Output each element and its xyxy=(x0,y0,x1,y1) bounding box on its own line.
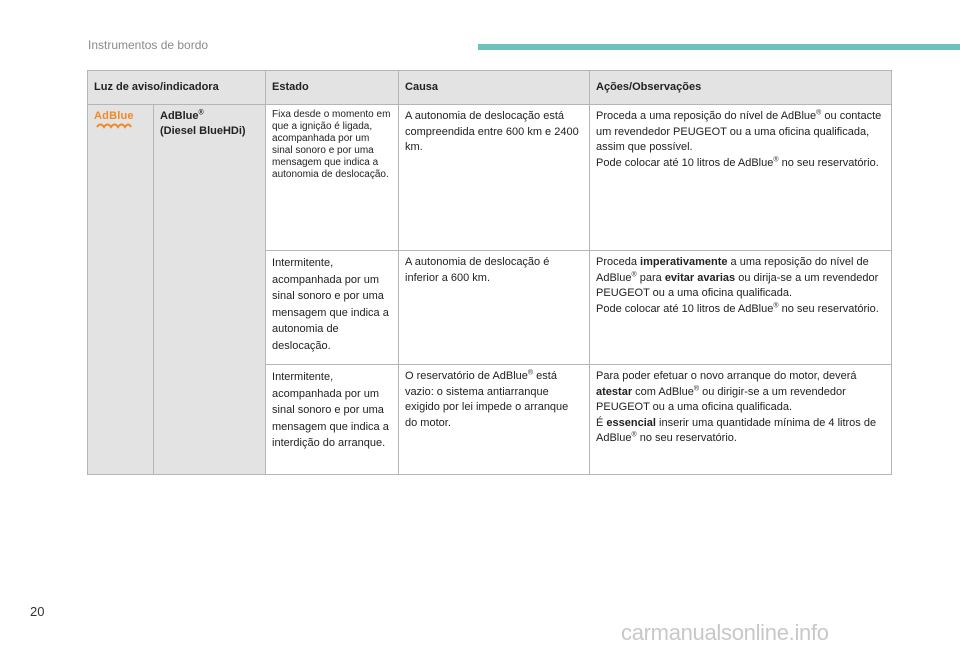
causa-cell: O reservatório de AdBlue® está vazio: o sistema antiarranque exigido por lei impede o arranque do motor. xyxy=(399,365,590,475)
column-header-acoes: Ações/Observações xyxy=(590,71,892,105)
estado-cell: Fixa desde o momento em que a ignição é ligada, acompanhada por um sinal sonoro e por uma mensagem que indica a autonomia de deslocação. xyxy=(266,105,399,251)
acoes-cell: Para poder efetuar o novo arranque do motor, deverá atestar com AdBlue® ou dirigir-se a um revendedor PEUGEOT ou a uma oficina qualificada. É essencial inserir uma quantidade mínima de 4 litros de AdBlue® no seu reservatório. xyxy=(590,365,892,475)
section-accent-bar xyxy=(478,44,960,50)
estado-cell: Intermitente, acompanhada por um sinal sonoro e por uma mensagem que indica a interdição do arranque. xyxy=(266,365,399,475)
adblue-logo-text: AdBlue xyxy=(94,110,134,122)
table-header-row xyxy=(88,71,892,105)
column-header-estado: Estado xyxy=(266,71,399,105)
causa-cell: A autonomia de deslocação está compreendida entre 600 km e 2400 km. xyxy=(399,105,590,251)
lamp-icon-cell xyxy=(88,105,154,475)
causa-cell: A autonomia de deslocação é inferior a 600 km. xyxy=(399,251,590,365)
acoes-cell: Proceda a uma reposição do nível de AdBlue® ou contacte um revendedor PEUGEOT ou a uma oficina qualificada, assim que possível. Pode colocar até 10 litros de AdBlue® no seu reservatório. xyxy=(590,105,892,251)
acoes-cell: Proceda imperativamente a uma reposição do nível de AdBlue® para evitar avarias ou dirija-se a um revendedor PEUGEOT ou a uma oficina qualificada. Pode colocar até 10 litros de AdBlue® no seu reservatório. xyxy=(590,251,892,365)
table-row xyxy=(88,105,892,251)
watermark: carmanualsonline.info xyxy=(621,620,829,645)
adblue-wave-icon xyxy=(96,122,132,129)
column-header-causa: Causa xyxy=(399,71,590,105)
estado-cell: Intermitente, acompanhada por um sinal sonoro e por uma mensagem que indica a autonomia de deslocação. xyxy=(266,251,399,365)
page-number: 20 xyxy=(30,604,45,619)
section-title: Instrumentos de bordo xyxy=(88,38,209,52)
warning-lights-table xyxy=(87,70,892,475)
column-header-lamp: Luz de aviso/indicadora xyxy=(88,71,266,105)
adblue-icon xyxy=(94,110,134,129)
lamp-name-cell xyxy=(154,105,266,475)
lamp-name: AdBlue® (Diesel BlueHDi) xyxy=(160,109,246,137)
